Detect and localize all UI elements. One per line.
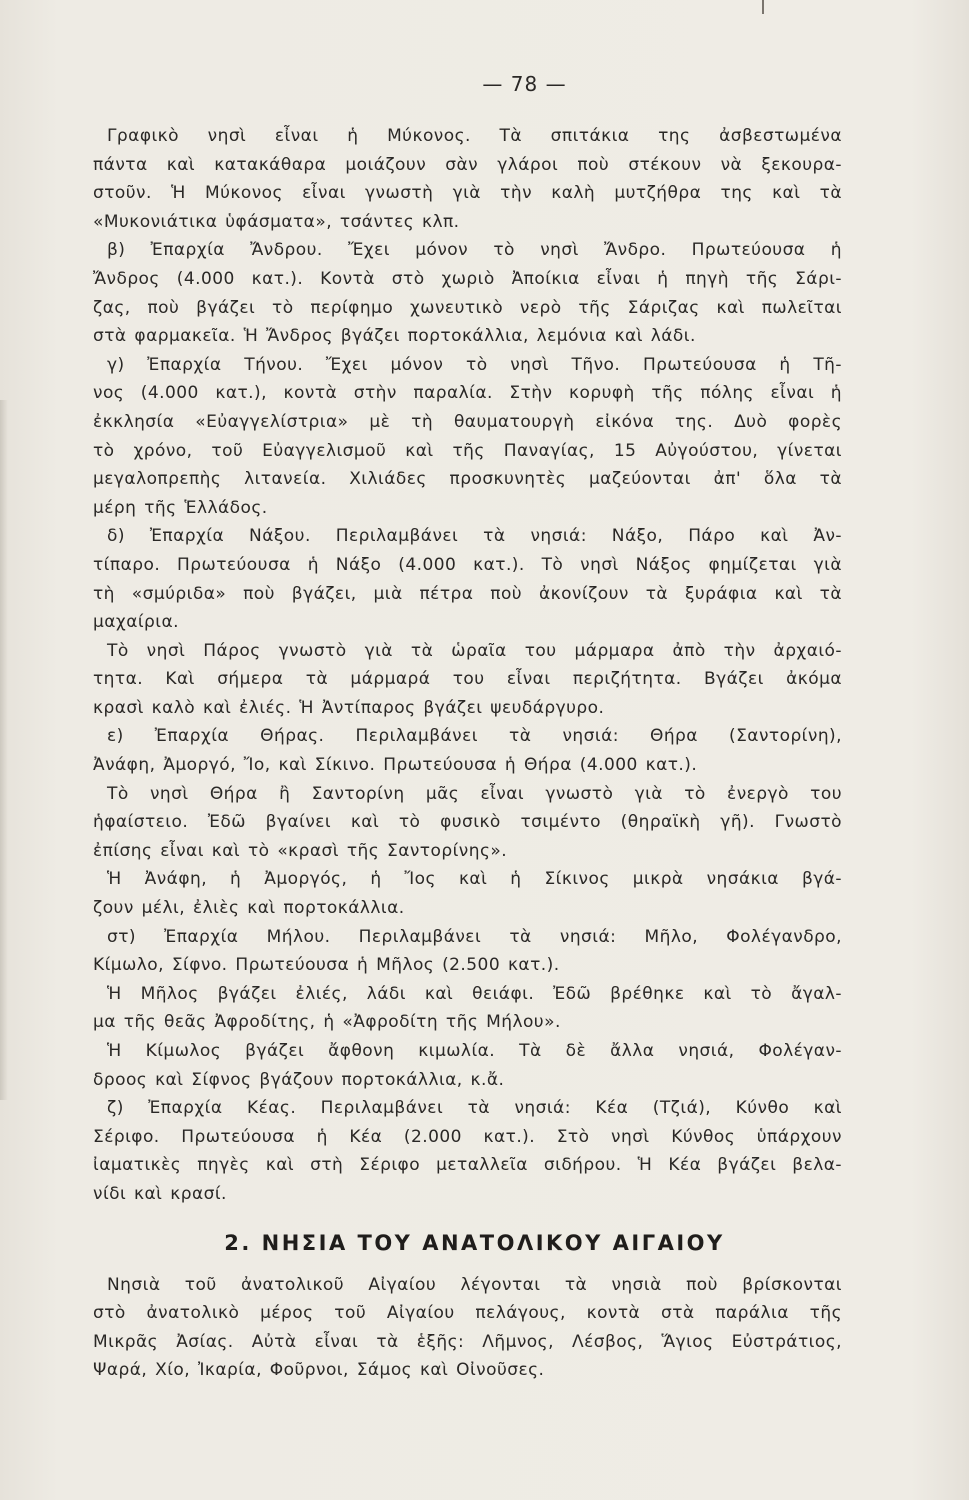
text-line: Ἡ Μῆλος βγάζει ἐλιές, λάδι καὶ θειάφι. Ἐδῶ βρέθηκε καὶ τὸ ἄγαλ- — [107, 983, 842, 1004]
page-number: — 78 — — [482, 72, 567, 96]
text-line: στοῦν. Ἡ Μύκονος εἶναι γνωστὴ γιὰ τὴν καλὴ μυτζήθρα της καὶ τὰ — [93, 183, 842, 204]
text-line: κρασὶ καλὸ καὶ ἐλιές. Ἡ Ἀντίπαρος βγάζει ψευδάργυρο. — [93, 697, 605, 718]
text-line: Τὸ νησὶ Θήρα ἢ Σαντορίνη μᾶς εἶναι γνωστὸ γιὰ τὸ ἐνεργὸ του — [107, 783, 842, 804]
text-line: μα τῆς θεᾶς Ἀφροδίτης, ἡ «Ἀφροδίτη τῆς Μήλου». — [93, 1012, 561, 1033]
section-heading: 2. ΝΗΣΙΑ ΤΟΥ ΑΝΑΤΟΛΙΚΟΥ ΑΙΓΑΙΟΥ — [224, 1230, 725, 1255]
text-line: Ἀνάφη, Ἀμοργό, Ἴο, καὶ Σίκινο. Πρωτεύουσα ἡ Θήρα (4.000 κατ.). — [93, 755, 698, 776]
text-line: μαχαίρια. — [93, 612, 180, 633]
page-edge-shadow — [0, 400, 8, 1100]
text-line: ἐκκλησία «Εὐαγγελίστρια» μὲ τὴ θαυματουργὴ εἰκόνα της. Δυὸ φορὲς — [93, 411, 842, 432]
text-line: ζας, ποὺ βγάζει τὸ περίφημο χωνευτικὸ νερὸ τῆς Σάριζας καὶ πωλεῖται — [93, 297, 842, 318]
text-line: δ) Ἐπαρχία Νάξου. Περιλαμβάνει τὰ νησιά: Νάξο, Πάρο καὶ Ἀν- — [107, 526, 842, 547]
text-line: τίπαρο. Πρωτεύουσα ἡ Νάξο (4.000 κατ.). Τὸ νησὶ Νάξος φημίζεται γιὰ — [93, 554, 842, 575]
text-line: ἐπίσης εἶναι καὶ τὸ «κρασὶ τῆς Σαντορίνης». — [93, 840, 508, 861]
text-line: νος (4.000 κατ.), κοντὰ στὴν παραλία. Στὴν κορυφὴ τῆς πόλης εἶναι ἡ — [93, 383, 842, 404]
text-line: τὸ χρόνο, τοῦ Εὐαγγελισμοῦ καὶ τῆς Παναγίας, 15 Αὐγούστου, γίνεται — [93, 440, 842, 461]
text-line: νίδι καὶ κρασί. — [93, 1183, 227, 1204]
text-line: στὰ φαρμακεῖα. Ἡ Ἄνδρος βγάζει πορτοκάλλια, λεμόνια καὶ λάδι. — [93, 326, 696, 347]
text-line: γ) Ἐπαρχία Τήνου. Ἔχει μόνον τὸ νησὶ Τῆνο. Πρωτεύουσα ἡ Τῆ- — [107, 354, 842, 375]
text-line: Ἡ Κίμωλος βγάζει ἄφθονη κιμωλία. Τὰ δὲ ἄλλα νησιά, Φολέγαν- — [107, 1041, 842, 1061]
text-line: ζ) Ἐπαρχία Κέας. Περιλαμβάνει τὰ νησιά: Κέα (Τζιά), Κύνθο καὶ — [107, 1098, 842, 1119]
text-line: ε) Ἐπαρχία Θήρας. Περιλαμβάνει τὰ νησιά: Θήρα (Σαντορίνη), — [107, 726, 842, 747]
text-line: Νησιὰ τοῦ ἀνατολικοῦ Αἰγαίου λέγονται τὰ νησιὰ ποὺ βρίσκονται — [107, 1274, 842, 1295]
text-line: Ἄνδρος (4.000 κατ.). Κοντὰ στὸ χωριὸ Ἀποίκια εἶναι ἡ πηγὴ τῆς Σάρι- — [93, 268, 842, 289]
text-line: ζουν μέλι, ἐλιὲς καὶ πορτοκάλλια. — [93, 898, 405, 919]
text-line: μέρη τῆς Ἑλλάδος. — [93, 497, 268, 518]
text-line: Σέριφο. Πρωτεύουσα ἡ Κέα (2.000 κατ.). Στὸ νησὶ Κύνθος ὑπάρχουν — [93, 1126, 842, 1147]
text-line: Μικρᾶς Ἀσίας. Αὐτὰ εἶναι τὰ ἑξῆς: Λῆμνος, Λέσβος, Ἅγιος Εὐστράτιος, — [93, 1331, 842, 1352]
text-line: Γραφικὸ νησὶ εἶναι ἡ Μύκονος. Τὰ σπιτάκια της ἀσβεστωμένα — [107, 126, 842, 146]
text-line: «Μυκονιάτικα ὑφάσματα», τσάντες κλπ. — [93, 211, 460, 232]
text-line: ἡφαίστειο. Ἐδῶ βγαίνει καὶ τὸ φυσικὸ τσιμέντο (θηραϊκὴ γῆ). Γνωστὸ — [93, 812, 842, 833]
text-line: ἰαματικὲς πηγὲς καὶ στὴ Σέριφο μεταλλεῖα σιδήρου. Ἡ Κέα βγάζει βελα- — [93, 1155, 842, 1176]
text-line: μεγαλοπρεπὴς λιτανεία. Χιλιάδες προσκυνητὲς μαζεύονται ἀπ' ὅλα τὰ — [93, 469, 842, 490]
text-line: τητα. Καὶ σήμερα τὰ μάρμαρά του εἶναι περιζήτητα. Βγάζει ἀκόμα — [93, 669, 842, 690]
text-line: β) Ἐπαρχία Ἄνδρου. Ἔχει μόνον τὸ νησὶ Ἄνδρο. Πρωτεύουσα ἡ — [107, 240, 842, 261]
text-line: στὸ ἀνατολικὸ μέρος τοῦ Αἰγαίου πελάγους, κοντὰ στὰ παράλια τῆς — [93, 1303, 842, 1324]
text-line: στ) Ἐπαρχία Μήλου. Περιλαμβάνει τὰ νησιά: Μῆλο, Φολέγανδρο, — [107, 926, 842, 947]
text-line: Τὸ νησὶ Πάρος γνωστὸ γιὰ τὰ ὡραῖα του μάρμαρα ἀπὸ τὴν ἀρχαιό- — [107, 640, 842, 661]
text-line: Ψαρά, Χίο, Ἰκαρία, Φοῦρνοι, Σάμος καὶ Οἰνοῦσες. — [93, 1360, 545, 1381]
text-line: δροος καὶ Σίφνος βγάζουν πορτοκάλλια, κ.ἄ. — [93, 1069, 505, 1090]
text-line: Ἡ Ἀνάφη, ἡ Ἀμοργός, ἡ Ἴος καὶ ἡ Σίκινος μικρὰ νησάκια βγά- — [107, 869, 842, 890]
text-line: Κίμωλο, Σίφνο. Πρωτεύουσα ἡ Μῆλος (2.500 κατ.). — [93, 955, 560, 976]
text-line: τὴ «σμύριδα» ποὺ βγάζει, μιὰ πέτρα ποὺ ἀκονίζουν τὰ ξυράφια καὶ τὰ — [93, 583, 842, 604]
text-line: πάντα καὶ κατακάθαρα μοιάζουν σὰν γλάροι ποὺ στέκουν νὰ ξεκουρα- — [93, 154, 842, 175]
body-text — [93, 122, 842, 1385]
page-edge-mark — [762, 0, 764, 14]
